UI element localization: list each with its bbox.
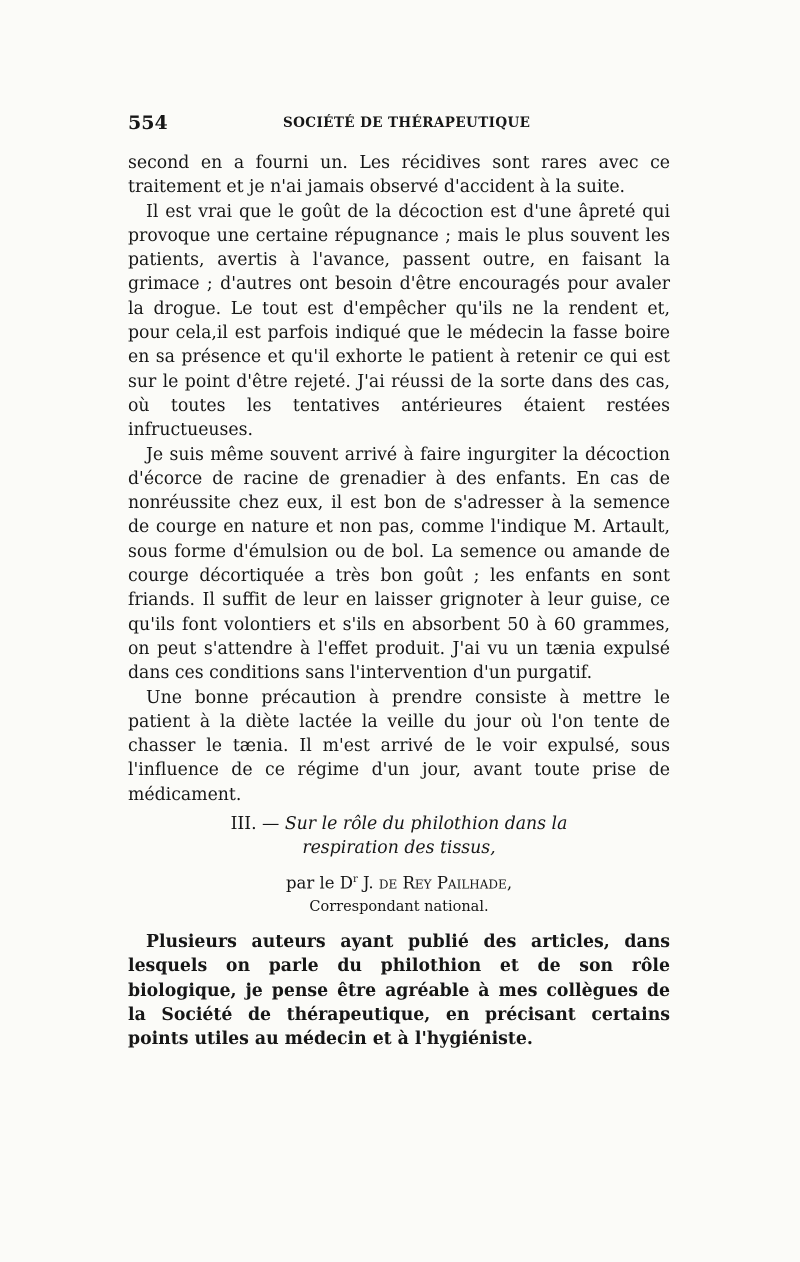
paragraph-3: Je suis même souvent arrivé à faire ingurgiter la décoction d'écorce de racine de grenadier à des enfants. En cas de nonréussite chez eux, il est bon de s'adresser à la semence de courge en nature et non pas, comme l'indique M. Artault, sous forme d'émulsion ou de bol. La semence ou amande de courge décortiquée a très bon goût ; les enfants en sont friands. Il suffit de leur en laisser grignoter à leur guise, ce qu'ils font volontiers et s'ils en absorbent 50 à 60 grammes, on peut s'attendre à l'effet produit. J'ai vu un tænia expulsé dans ces conditions sans l'intervention d'un purgatif. xyxy=(128,444,670,684)
section-title-line2: respiration des tissus, xyxy=(302,838,496,858)
section-number: III. — xyxy=(230,814,285,834)
author-affiliation: Correspondant national. xyxy=(309,898,489,915)
paragraph-4: Une bonne précaution à prendre consiste à mettre le patient à la diète lactée la veille du jour où l'on tente de chasser le tænia. Il m'est arrivé de le voir expulsé, sous l'influence de ce régime d'un jour, avant toute prise de médicament. xyxy=(128,687,670,805)
byline xyxy=(128,868,670,896)
paragraph-2: Il est vrai que le goût de la décoction est d'une âpreté qui provoque une certaine répugnance ; mais le plus souvent les patients, avertis à l'avance, passent outre, en faisant la grimace ; d'autres ont besoin d'être encouragés pour avaler la drogue. Le tout est d'empêcher qu'ils ne la rendent et, pour cela,il est parfois indiqué que le médecin la fasse boire en sa présence et qu'il exhorte le patient à retenir ce qui est sur le point d'être rejeté. J'ai réussi de la sorte dans des cas, où toutes les tentatives antérieures étaient restées infructueuses. xyxy=(128,201,670,441)
section-heading xyxy=(128,812,670,918)
byline-prefix: par le D xyxy=(285,873,353,893)
author-name: J. de Rey Pailhade, xyxy=(357,873,513,893)
page-header xyxy=(128,112,668,136)
section-title xyxy=(128,812,670,836)
running-title: SOCIÉTÉ DE THÉRAPEUTIQUE xyxy=(283,115,531,131)
section-title-line1: Sur le rôle du philothion dans la xyxy=(284,814,568,834)
closing-text xyxy=(128,930,670,1051)
page-number: 554 xyxy=(128,112,168,134)
closing-paragraph: Plusieurs auteurs ayant publié des articles, dans lesquels on parle du philothion et de son rôle biologique, je pense être agréable à mes collègues de la Société de thérapeutique, en précisant certains points utiles au médecin et à l'hygiéniste. xyxy=(128,932,670,1050)
byline-sup: r xyxy=(353,874,358,885)
paragraph-1: second en a fourni un. Les récidives sont rares avec ce traitement et je n'ai jamais observé d'accident à la suite. xyxy=(128,153,670,198)
body-text xyxy=(128,151,670,807)
